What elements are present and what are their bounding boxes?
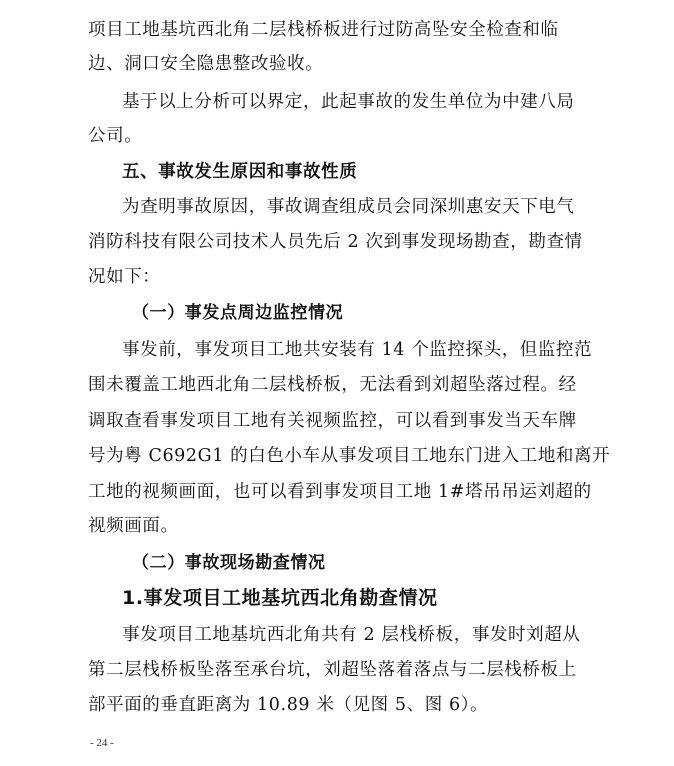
paragraph-line: 公司。 bbox=[88, 126, 143, 146]
paragraph-line: 况如下： bbox=[88, 267, 161, 287]
section-heading: 五、事故发生原因和事故性质 bbox=[122, 162, 358, 182]
paragraph-line: 视频画面。 bbox=[88, 516, 179, 536]
paragraph-line: 工地的视频画面，也可以看到事发项目工地 1#塔吊吊运刘超的 bbox=[88, 482, 592, 502]
paragraph-line: 围未覆盖工地西北角二层栈桥板，无法看到刘超坠落过程。经 bbox=[88, 375, 577, 395]
item-heading: 1.事发项目工地基坑西北角勘查情况 bbox=[122, 587, 438, 609]
paragraph-line: 第二层栈桥板坠落至承台坑，刘超坠落着落点与二层栈桥板上 bbox=[88, 660, 577, 680]
paragraph-line: 为查明事故原因，事故调查组成员会同深圳惠安天下电气 bbox=[122, 197, 575, 217]
paragraph-line: 边、洞口安全隐患整改验收。 bbox=[88, 54, 324, 74]
page-number: - 24 - bbox=[90, 737, 114, 749]
subsection-heading: （一）事发点周边监控情况 bbox=[132, 303, 344, 323]
paragraph-line: 项目工地基坑西北角二层栈桥板进行过防高坠安全检查和临 bbox=[88, 20, 559, 40]
paragraph-line: 号为粤 C692G1 的白色小车从事发项目工地东门进入工地和离开 bbox=[88, 446, 611, 466]
paragraph-line: 事发项目工地基坑西北角共有 2 层栈桥板，事发时刘超从 bbox=[122, 625, 581, 645]
subsection-heading: （二）事故现场勘查情况 bbox=[132, 553, 326, 573]
paragraph-line: 事发前，事发项目工地共安装有 14 个监控探头，但监控范 bbox=[122, 340, 593, 360]
paragraph-line: 调取查看事发项目工地有关视频监控，可以看到事发当天车牌 bbox=[88, 411, 577, 431]
paragraph-line: 部平面的垂直距离为 10.89 米（见图 5、图 6）。 bbox=[88, 695, 489, 715]
paragraph-line: 消防科技有限公司技术人员先后 2 次到事发现场勘查，勘查情 bbox=[88, 232, 583, 252]
paragraph-line: 基于以上分析可以界定，此起事故的发生单位为中建八局 bbox=[122, 92, 575, 112]
